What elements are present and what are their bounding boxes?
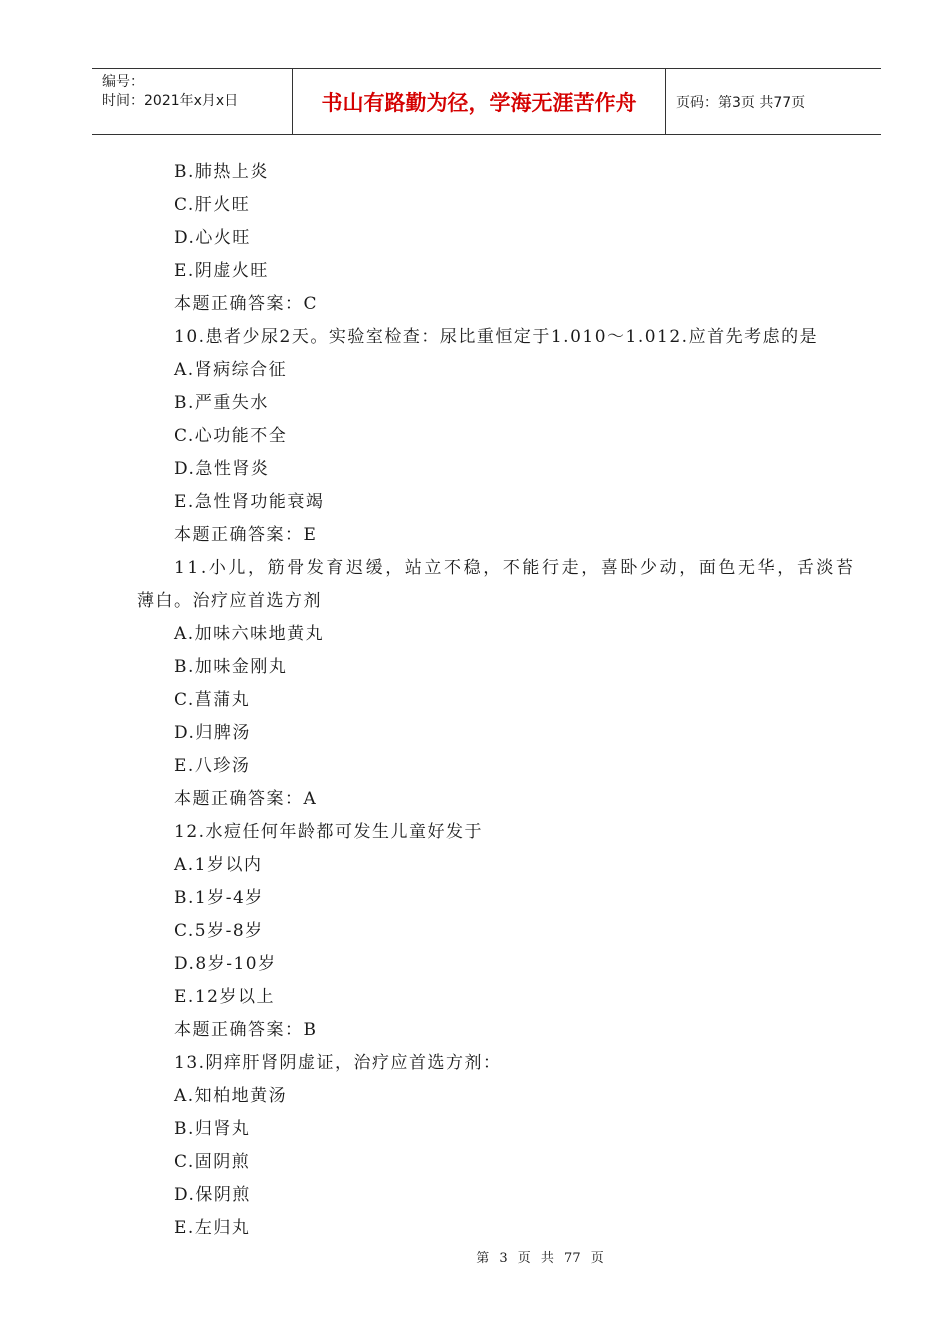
answer-line: 本题正确答案：A	[174, 789, 318, 809]
text-line: B.1岁-4岁	[174, 888, 264, 908]
question-line: 10.患者少尿2天。实验室检查：尿比重恒定于1.010～1.012.应首先考虑的是	[174, 327, 819, 347]
question-line: 13.阴痒肝肾阴虚证，治疗应首选方剂：	[174, 1053, 502, 1073]
answer-line: 本题正确答案：C	[174, 294, 319, 314]
header-time: 时间：2021年x月x日	[102, 93, 239, 109]
text-line: C.心功能不全	[174, 426, 288, 446]
header-page-number: 页码：第3页 共77页	[676, 94, 806, 111]
page-header	[92, 68, 881, 135]
header-number: 编号：	[102, 74, 144, 90]
text-line: E.阴虚火旺	[174, 261, 269, 281]
text-line: E.12岁以上	[174, 987, 275, 1007]
text-line: A.肾病综合征	[174, 360, 288, 380]
text-line: D.8岁-10岁	[174, 954, 277, 974]
text-line: B.归肾丸	[174, 1119, 251, 1139]
text-line: B.加味金刚丸	[174, 657, 288, 677]
question-line: 11.小儿，筋骨发育迟缓，站立不稳，不能行走，喜卧少动，面色无华，舌淡苔	[174, 558, 856, 578]
text-line: B.严重失水	[174, 393, 269, 413]
text-line: D.归脾汤	[174, 723, 251, 743]
text-line: C.固阴煎	[174, 1152, 251, 1172]
question-line: 12.水痘任何年龄都可发生儿童好发于	[174, 822, 484, 842]
question-line: 薄白。治疗应首选方剂	[137, 591, 322, 611]
text-line: D.急性肾炎	[174, 459, 270, 479]
text-line: C.菖蒲丸	[174, 690, 251, 710]
header-meta	[92, 69, 293, 134]
header-motto: 书山有路勤为径，学海无涯苦作舟	[293, 69, 666, 134]
text-line: A.1岁以内	[174, 855, 263, 875]
text-line: E.八珍汤	[174, 756, 251, 776]
text-line: E.左归丸	[174, 1218, 251, 1238]
text-line: D.心火旺	[174, 228, 251, 248]
text-line: C.肝火旺	[174, 195, 251, 215]
text-line: A.加味六味地黄丸	[174, 624, 325, 644]
text-line: D.保阴煎	[174, 1185, 251, 1205]
answer-line: 本题正确答案：E	[174, 525, 318, 545]
text-line: B.肺热上炎	[174, 162, 269, 182]
text-line: A.知柏地黄汤	[174, 1086, 288, 1106]
text-line: C.5岁-8岁	[174, 921, 264, 941]
text-line: E.急性肾功能衰竭	[174, 492, 325, 512]
page-footer: 第 3 页 共 77 页	[476, 1251, 604, 1266]
answer-line: 本题正确答案：B	[174, 1020, 318, 1040]
